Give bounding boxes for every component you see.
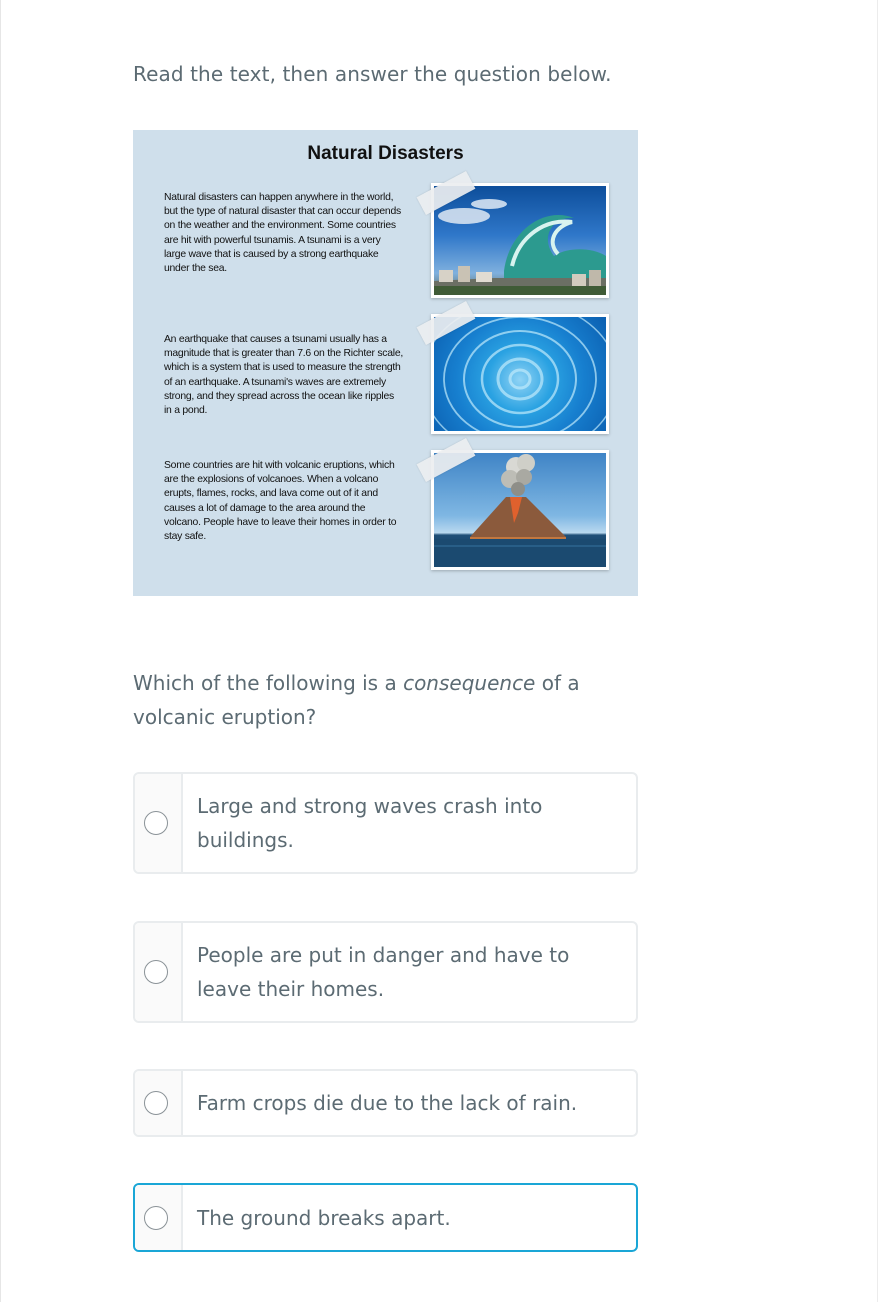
question-prompt xyxy=(133,666,603,734)
radio-cell xyxy=(135,1185,183,1250)
answer-option-b[interactable] xyxy=(133,921,638,1023)
left-divider xyxy=(0,0,1,1302)
passage-paragraph: Natural disasters can happen anywhere in the world, but the type of natural disaster that can occur depends on the weather and the environment. Some countries are hit with powerful tsunamis. A tsunami is a very large wave that is caused by a strong earthquake under the sea. xyxy=(164,192,401,275)
water-ripple-photo xyxy=(431,314,609,434)
radio-button[interactable] xyxy=(144,1091,168,1115)
answer-option-d[interactable] xyxy=(133,1183,638,1252)
passage-paragraph: An earthquake that causes a tsunami usually has a magnitude that is greater than 7.6 on the Richter scale, which is a system that is used to measure the strength of an earthquake. A tsunami's waves are extremely strong, and they spread across the ocean like ripples in a pond. xyxy=(164,334,403,417)
answer-option-label: The ground breaks apart. xyxy=(197,1205,451,1230)
radio-cell xyxy=(135,774,183,872)
radio-button[interactable] xyxy=(144,960,168,984)
instruction-text: Read the text, then answer the question below. xyxy=(133,62,612,86)
passage-title: Natural Disasters xyxy=(307,143,464,164)
volcano-illustration xyxy=(434,453,606,567)
answer-option-c[interactable] xyxy=(133,1069,638,1137)
question-text-start: Which of the following is a xyxy=(133,671,404,695)
tsunami-wave-illustration xyxy=(434,186,606,295)
answer-option-a[interactable] xyxy=(133,772,638,874)
radio-button[interactable] xyxy=(144,811,168,835)
answer-option-label: Large and strong waves crash into buildings. xyxy=(197,794,543,852)
answer-option-label: People are put in danger and have to leave their homes. xyxy=(197,943,570,1001)
question-text-end: of a volcanic eruption? xyxy=(133,671,580,729)
question-emphasis: consequence xyxy=(403,671,536,695)
tsunami-wave-photo xyxy=(431,183,609,298)
passage-paragraph: Some countries are hit with volcanic eruptions, which are the explosions of volcanoes. When a volcano erupts, flames, rocks, and lava come out of it and causes a lot of damage to the area around the volcano. People have to leave their homes in order to stay safe. xyxy=(164,460,397,543)
radio-button[interactable] xyxy=(144,1206,168,1230)
answer-option-label: Farm crops die due to the lack of rain. xyxy=(197,1091,578,1115)
ripple-illustration xyxy=(434,317,606,431)
radio-cell xyxy=(135,923,183,1021)
volcano-eruption-photo xyxy=(431,450,609,570)
right-divider xyxy=(877,0,878,1302)
radio-cell xyxy=(135,1071,183,1135)
